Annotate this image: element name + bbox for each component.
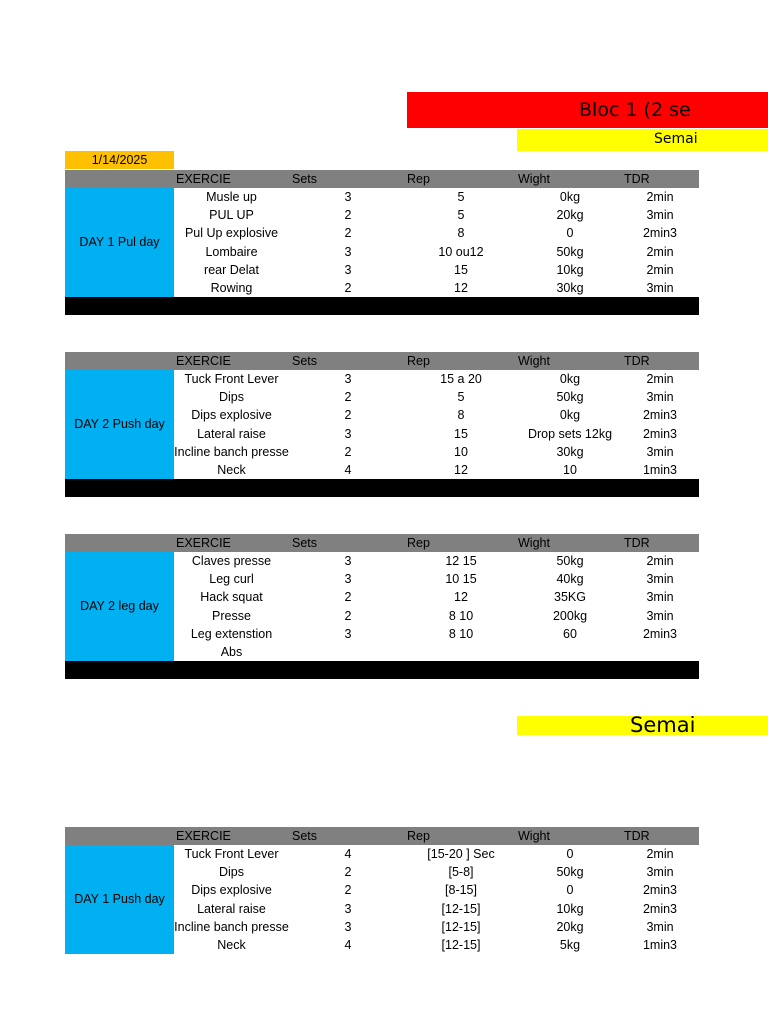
sets-cell[interactable]: 2: [344, 226, 352, 240]
tdr-cell[interactable]: 3min: [646, 445, 674, 459]
weight-cell[interactable]: 200kg: [552, 609, 588, 623]
table-header: [65, 827, 699, 845]
weight-cell[interactable]: 50kg: [556, 554, 584, 568]
weight-cell[interactable]: 60: [563, 627, 577, 641]
column-header-rep: Rep: [407, 354, 430, 368]
rep-cell[interactable]: 5: [457, 390, 465, 404]
exercise-cell[interactable]: Lombaire: [205, 245, 258, 259]
column-header-exercise: EXERCIE: [176, 354, 231, 368]
exercise-cell[interactable]: Hack squat: [200, 590, 263, 604]
weight-cell[interactable]: 10: [563, 463, 577, 477]
weight-cell[interactable]: 0kg: [559, 190, 581, 204]
exercise-cell[interactable]: Lateral raise: [197, 902, 266, 916]
tdr-cell[interactable]: 3min: [646, 572, 674, 586]
column-header-tdr: TDR: [624, 829, 650, 843]
column-header-weight: Wight: [518, 354, 550, 368]
day-label: DAY 2 Push day: [74, 416, 165, 431]
exercise-cell[interactable]: Tuck Front Lever: [184, 847, 279, 861]
weight-cell[interactable]: 0: [566, 847, 574, 861]
sets-cell[interactable]: 3: [344, 572, 352, 586]
column-header-weight: Wight: [518, 172, 550, 186]
exercise-cell[interactable]: Incline banch presse: [174, 920, 289, 934]
day-label: DAY 2 leg day: [80, 598, 159, 613]
week-label-2: Semai: [630, 716, 696, 735]
weight-cell[interactable]: 0kg: [559, 408, 581, 422]
exercise-cell[interactable]: Lateral raise: [197, 427, 266, 441]
weight-cell[interactable]: 50kg: [556, 245, 584, 259]
table-row: [174, 552, 699, 570]
bloc-title-banner: [407, 92, 768, 128]
column-header-sets: Sets: [292, 172, 318, 186]
sets-cell[interactable]: 3: [344, 263, 352, 277]
rep-cell[interactable]: 12: [454, 590, 468, 604]
exercise-cell[interactable]: Musle up: [206, 190, 257, 204]
exercise-cell[interactable]: rear Delat: [204, 263, 259, 277]
column-header-exercise: EXERCIE: [176, 172, 231, 186]
table-row: [174, 588, 699, 606]
bloc-title: Bloc 1 (2 se: [579, 99, 691, 121]
table-row: [174, 388, 699, 406]
exercise-cell[interactable]: Neck: [217, 938, 246, 952]
weight-cell[interactable]: 30kg: [556, 281, 584, 295]
rep-cell[interactable]: 5: [457, 208, 465, 222]
day-label: DAY 1 Push day: [74, 891, 165, 906]
column-header-tdr: TDR: [624, 172, 650, 186]
rep-cell[interactable]: 15: [454, 427, 468, 441]
tdr-cell[interactable]: 2min3: [642, 408, 678, 422]
block-separator: [65, 479, 699, 497]
exercise-cell[interactable]: Abs: [220, 645, 243, 659]
sets-cell[interactable]: 4: [344, 938, 352, 952]
table-row: [174, 863, 699, 881]
rep-cell[interactable]: 8 10: [448, 609, 474, 623]
tdr-cell[interactable]: 2min3: [642, 883, 678, 897]
weight-cell[interactable]: 50kg: [556, 865, 584, 879]
tdr-cell[interactable]: 3min: [646, 281, 674, 295]
sets-cell[interactable]: 2: [344, 208, 352, 222]
rep-cell[interactable]: 15: [454, 263, 468, 277]
tdr-cell[interactable]: 3min: [646, 390, 674, 404]
sets-cell[interactable]: 2: [344, 590, 352, 604]
sets-cell[interactable]: 3: [344, 427, 352, 441]
exercise-cell[interactable]: Dips: [218, 865, 244, 879]
sets-cell[interactable]: 2: [344, 865, 352, 879]
exercise-cell[interactable]: Neck: [217, 463, 246, 477]
weight-cell[interactable]: 20kg: [556, 208, 584, 222]
column-header-sets: Sets: [292, 354, 318, 368]
weight-cell[interactable]: 0: [566, 226, 574, 240]
tdr-cell[interactable]: 3min: [646, 208, 674, 222]
table-header: [65, 170, 699, 188]
table-row: [174, 461, 699, 479]
table-row: [174, 625, 699, 643]
table-row: [174, 918, 699, 936]
exercise-cell[interactable]: Pul Up explosive: [184, 226, 279, 240]
table-row: [174, 443, 699, 461]
rep-cell[interactable]: 12: [454, 281, 468, 295]
tdr-cell[interactable]: 2min: [646, 372, 674, 386]
sets-cell[interactable]: 3: [344, 190, 352, 204]
weight-cell[interactable]: 30kg: [556, 445, 584, 459]
exercise-cell[interactable]: Dips: [218, 390, 244, 404]
week-banner: [517, 129, 768, 151]
column-header-exercise: EXERCIE: [176, 829, 231, 843]
tdr-cell[interactable]: 2min: [646, 554, 674, 568]
table-row: [174, 370, 699, 388]
sets-cell[interactable]: 2: [344, 609, 352, 623]
weight-cell[interactable]: 40kg: [556, 572, 584, 586]
sets-cell[interactable]: 2: [344, 445, 352, 459]
weight-cell[interactable]: Drop sets 12kg: [527, 427, 613, 441]
sets-cell[interactable]: 3: [344, 920, 352, 934]
table-row: [174, 188, 699, 206]
sets-cell[interactable]: 3: [344, 627, 352, 641]
exercise-cell[interactable]: Presse: [212, 609, 251, 623]
rep-cell[interactable]: [15-20 ] Sec: [427, 847, 495, 861]
table-row: [174, 279, 699, 297]
tdr-cell[interactable]: 3min: [646, 920, 674, 934]
exercise-cell[interactable]: Leg extenstion: [190, 627, 273, 641]
exercise-cell[interactable]: Dips explosive: [191, 408, 272, 422]
sets-cell[interactable]: 3: [344, 372, 352, 386]
exercise-cell[interactable]: Leg curl: [209, 572, 254, 586]
table-row: [174, 936, 699, 954]
rep-cell[interactable]: 10: [454, 445, 468, 459]
exercise-cell[interactable]: Claves presse: [191, 554, 272, 568]
exercise-cell[interactable]: Tuck Front Lever: [184, 372, 279, 386]
block-separator: [65, 297, 699, 315]
exercise-cell[interactable]: PUL UP: [209, 208, 254, 222]
table-row: [174, 406, 699, 424]
sets-cell[interactable]: 2: [344, 281, 352, 295]
column-header-rep: Rep: [407, 172, 430, 186]
day-label: DAY 1 Pul day: [79, 234, 160, 249]
column-header-sets: Sets: [292, 536, 318, 550]
rep-cell[interactable]: [12-15]: [441, 938, 481, 952]
tdr-cell[interactable]: 2min3: [642, 627, 678, 641]
weight-cell[interactable]: 35KG: [554, 590, 586, 604]
table-row: [174, 900, 699, 918]
sets-cell[interactable]: 3: [344, 245, 352, 259]
table-header: [65, 352, 699, 370]
tdr-cell[interactable]: 2min: [646, 847, 674, 861]
rep-cell[interactable]: 8: [457, 408, 465, 422]
exercise-cell[interactable]: Dips explosive: [191, 883, 272, 897]
rep-cell[interactable]: [12-15]: [441, 902, 481, 916]
rep-cell[interactable]: 5: [457, 190, 465, 204]
column-header-sets: Sets: [292, 829, 318, 843]
week-label: Semai: [654, 131, 698, 147]
weight-cell[interactable]: 10kg: [556, 902, 584, 916]
rep-cell[interactable]: 8 10: [448, 627, 474, 641]
weight-cell[interactable]: 0kg: [559, 372, 581, 386]
column-header-weight: Wight: [518, 536, 550, 550]
tdr-cell[interactable]: 3min: [646, 609, 674, 623]
rep-cell[interactable]: 10 ou12: [438, 245, 484, 259]
sets-cell[interactable]: 2: [344, 883, 352, 897]
rep-cell[interactable]: [12-15]: [441, 920, 481, 934]
rep-cell[interactable]: 15 a 20: [440, 372, 482, 386]
weight-cell[interactable]: 20kg: [556, 920, 584, 934]
weight-cell[interactable]: 50kg: [556, 390, 584, 404]
sets-cell[interactable]: 4: [344, 847, 352, 861]
table-row: [174, 425, 699, 443]
table-row: [174, 607, 699, 625]
weight-cell[interactable]: 0: [566, 883, 574, 897]
tdr-cell[interactable]: 2min3: [642, 226, 678, 240]
block-separator: [65, 661, 699, 679]
sets-cell[interactable]: 2: [344, 408, 352, 422]
table-row: [174, 261, 699, 279]
tdr-cell[interactable]: 3min: [646, 590, 674, 604]
column-header-exercise: EXERCIE: [176, 536, 231, 550]
table-row: [174, 224, 699, 242]
sets-cell[interactable]: 3: [344, 902, 352, 916]
week-banner-2: [517, 716, 768, 735]
exercise-cell[interactable]: Incline banch presse: [174, 445, 289, 459]
tdr-cell[interactable]: 1min3: [642, 463, 678, 477]
rep-cell[interactable]: 12: [454, 463, 468, 477]
table-row: [174, 845, 699, 863]
rep-cell[interactable]: 10 15: [445, 572, 477, 586]
column-header-rep: Rep: [407, 536, 430, 550]
rep-cell[interactable]: [5-8]: [448, 865, 474, 879]
table-row: [174, 881, 699, 899]
rep-cell[interactable]: 12 15: [445, 554, 477, 568]
tdr-cell[interactable]: 2min: [646, 263, 674, 277]
tdr-cell[interactable]: 2min: [646, 190, 674, 204]
table-row: [174, 243, 699, 261]
table-row: [174, 643, 699, 661]
date-cell[interactable]: 1/14/2025: [65, 151, 174, 169]
rep-cell[interactable]: [8-15]: [445, 883, 477, 897]
column-header-tdr: TDR: [624, 536, 650, 550]
column-header-rep: Rep: [407, 829, 430, 843]
rep-cell[interactable]: 8: [457, 226, 465, 240]
sets-cell[interactable]: 2: [344, 390, 352, 404]
sets-cell[interactable]: 3: [344, 554, 352, 568]
tdr-cell[interactable]: 2min3: [642, 427, 678, 441]
table-header: [65, 534, 699, 552]
column-header-weight: Wight: [518, 829, 550, 843]
weight-cell[interactable]: 10kg: [556, 263, 584, 277]
sets-cell[interactable]: 4: [344, 463, 352, 477]
column-header-tdr: TDR: [624, 354, 650, 368]
tdr-cell[interactable]: 1min3: [642, 938, 678, 952]
tdr-cell[interactable]: 2min3: [642, 902, 678, 916]
exercise-cell[interactable]: Rowing: [210, 281, 253, 295]
weight-cell[interactable]: 5kg: [559, 938, 581, 952]
tdr-cell[interactable]: 2min: [646, 245, 674, 259]
tdr-cell[interactable]: 3min: [646, 865, 674, 879]
table-row: [174, 570, 699, 588]
table-row: [174, 206, 699, 224]
